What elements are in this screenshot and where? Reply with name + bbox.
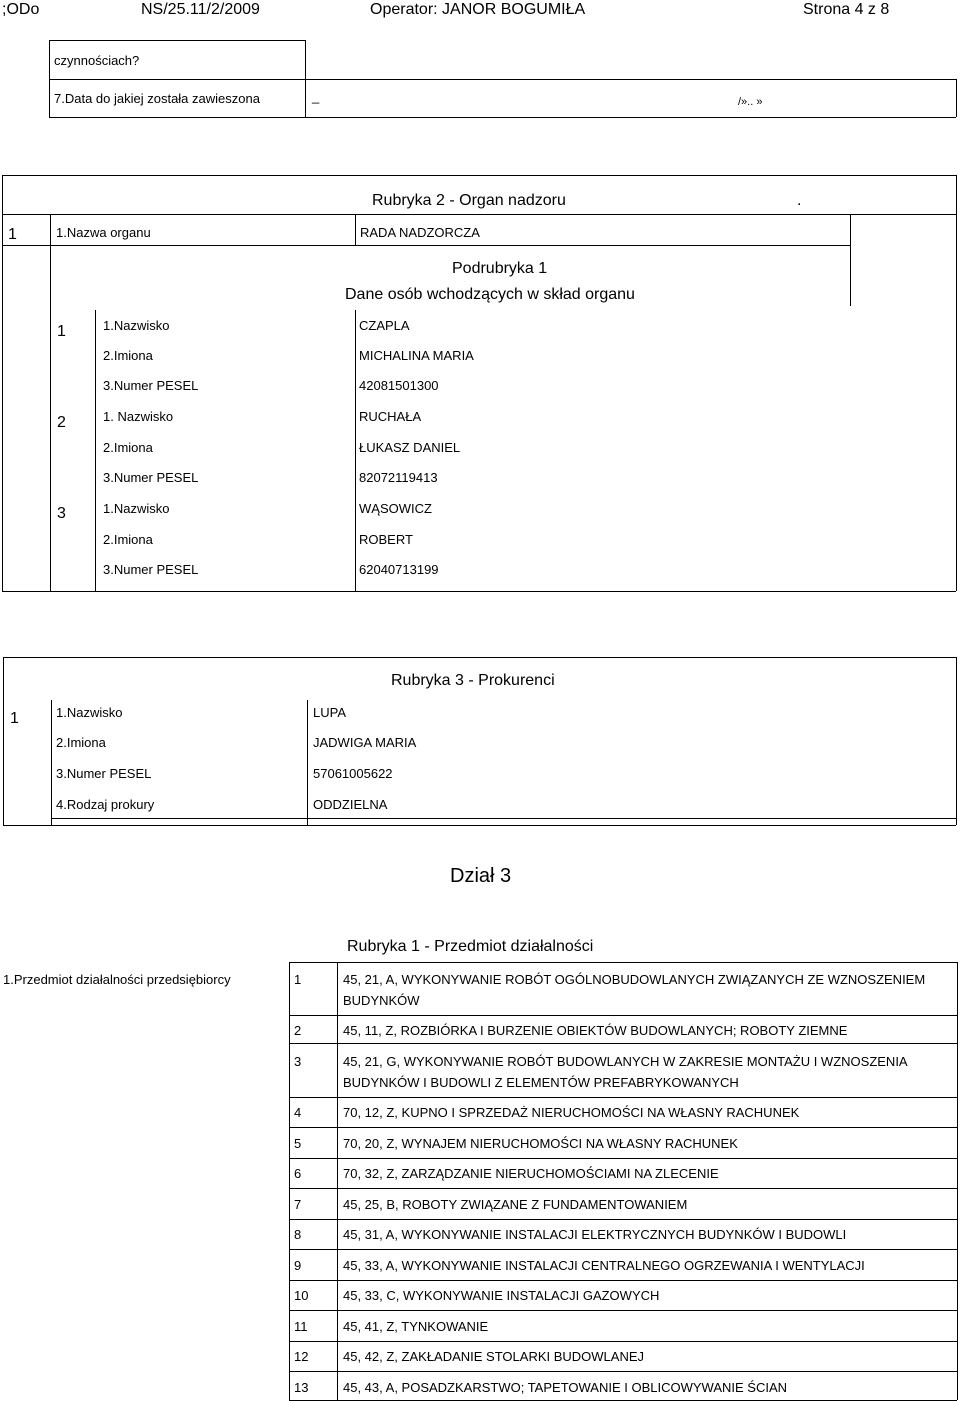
given-names-label: 2.Imiona bbox=[103, 440, 153, 455]
activity-text: 45, 33, A, WYKONYWANIE INSTALACJI CENTRALNEGO OGRZEWANIA I WENTYLACJI bbox=[343, 1258, 865, 1273]
proxy-given-names-value: JADWIGA MARIA bbox=[313, 735, 417, 750]
given-names-value: ROBERT bbox=[359, 532, 413, 547]
activity-number: 6 bbox=[294, 1166, 302, 1181]
surname-label: 1.Nazwisko bbox=[103, 318, 170, 333]
pesel-label: 3.Numer PESEL bbox=[103, 562, 199, 577]
subsection-subtitle: Dane osób wchodzących w skład organu bbox=[345, 286, 635, 303]
activity-text: 45, 11, Z, ROZBIÓRKA I BURZENIE OBIEKTÓW BUDOWLANYCH; ROBOTY ZIEMNE bbox=[343, 1023, 848, 1038]
activity-number: 9 bbox=[294, 1258, 302, 1273]
activity-text: 70, 12, Z, KUPNO I SPRZEDAŻ NIERUCHOMOŚCI NA WŁASNY RACHUNEK bbox=[343, 1105, 800, 1120]
pesel-value: 82072119413 bbox=[359, 470, 438, 485]
page-number: Strona 4 z 8 bbox=[803, 1, 890, 18]
person-number: 3 bbox=[57, 505, 66, 522]
given-names-value: MICHALINA MARIA bbox=[359, 348, 474, 363]
activity-text: 45, 43, A, POSADZKARSTWO; TAPETOWANIE I OBLICOWYWANIE ŚCIAN bbox=[343, 1380, 788, 1395]
proxy-surname-label: 1.Nazwisko bbox=[56, 705, 123, 720]
suspension-date-label: 7.Data do jakiej została zawieszona bbox=[54, 91, 260, 106]
activity-text: 70, 20, Z, WYNAJEM NIERUCHOMOŚCI NA WŁASNY RACHUNEK bbox=[343, 1136, 738, 1151]
surname-label: 1.Nazwisko bbox=[103, 501, 170, 516]
proxy-pesel-value: 57061005622 bbox=[313, 766, 393, 781]
activity-text-cont: BUDYNKÓW I BUDOWLI Z ELEMENTÓW PREFABRYKOWANYCH bbox=[343, 1075, 739, 1090]
given-names-label: 2.Imiona bbox=[103, 348, 153, 363]
proxy-given-names-label: 2.Imiona bbox=[56, 735, 106, 750]
activity-text: 45, 31, A, WYKONYWANIE INSTALACJI ELEKTRYCZNYCH BUDYNKÓW I BUDOWLI bbox=[343, 1227, 847, 1242]
proxy-type-value: ODDZIELNA bbox=[313, 797, 388, 812]
activity-number: 2 bbox=[294, 1023, 302, 1038]
person-number: 1 bbox=[57, 323, 66, 340]
activity-text: 70, 32, Z, ZARZĄDZANIE NIERUCHOMOŚCIAMI NA ZLECENIE bbox=[343, 1166, 719, 1181]
activity-number: 3 bbox=[294, 1054, 302, 1069]
subsection-title: Podrubryka 1 bbox=[452, 260, 548, 277]
person-number: 2 bbox=[57, 414, 66, 431]
suspension-date-dash: _ bbox=[312, 89, 320, 104]
section-title-dzial-3: Dział 3 bbox=[450, 865, 512, 887]
activity-number: 7 bbox=[294, 1197, 302, 1212]
proxy-surname-value: LUPA bbox=[313, 705, 346, 720]
activity-number: 13 bbox=[294, 1380, 309, 1395]
activity-text: 45, 21, A, WYKONYWANIE ROBÓT OGÓLNOBUDOWLANYCH ZWIĄZANYCH ZE WZNOSZENIEM bbox=[343, 972, 926, 987]
pesel-value: 42081501300 bbox=[359, 378, 439, 393]
operator: Operator: JANOR BOGUMIŁA bbox=[370, 1, 586, 18]
activity-number: 12 bbox=[294, 1349, 309, 1364]
proxy-pesel-label: 3.Numer PESEL bbox=[56, 766, 152, 781]
activity-number: 1 bbox=[294, 972, 302, 987]
surname-label: 1. Nazwisko bbox=[103, 409, 174, 424]
pesel-value: 62040713199 bbox=[359, 562, 439, 577]
activity-label: 1.Przedmiot działalności przedsiębiorcy bbox=[3, 972, 231, 987]
organ-name-label: 1.Nazwa organu bbox=[56, 225, 151, 240]
question-continuation: czynnościach? bbox=[54, 53, 140, 68]
activity-text: 45, 41, Z, TYNKOWANIE bbox=[343, 1319, 489, 1334]
surname-value: WĄSOWICZ bbox=[359, 501, 432, 516]
pesel-label: 3.Numer PESEL bbox=[103, 470, 199, 485]
title-dot: . bbox=[797, 192, 802, 209]
organ-name-value: RADA NADZORCZA bbox=[360, 225, 480, 240]
row-number: 1 bbox=[8, 226, 17, 243]
activity-text: 45, 42, Z, ZAKŁADANIE STOLARKI BUDOWLANEJ bbox=[343, 1349, 645, 1364]
pesel-label: 3.Numer PESEL bbox=[103, 378, 199, 393]
activity-number: 11 bbox=[294, 1319, 308, 1334]
case-number: NS/25.11/2/2009 bbox=[141, 1, 260, 18]
suspension-date-value: /».. » bbox=[738, 96, 763, 108]
rubryka-1-title: Rubryka 1 - Przedmiot działalności bbox=[347, 938, 594, 955]
activity-number: 4 bbox=[294, 1105, 302, 1120]
proxy-type-label: 4.Rodzaj prokury bbox=[56, 797, 155, 812]
row-number: 1 bbox=[10, 710, 19, 727]
header-left-mark: ;ODo bbox=[2, 1, 40, 18]
activity-number: 8 bbox=[294, 1227, 302, 1242]
activity-text-cont: BUDYNKÓW bbox=[343, 993, 420, 1008]
given-names-label: 2.Imiona bbox=[103, 532, 153, 547]
given-names-value: ŁUKASZ DANIEL bbox=[359, 440, 461, 455]
activity-number: 10 bbox=[294, 1288, 309, 1303]
activity-text: 45, 25, B, ROBOTY ZWIĄZANE Z FUNDAMENTOWANIEM bbox=[343, 1197, 688, 1212]
activity-text: 45, 21, G, WYKONYWANIE ROBÓT BUDOWLANYCH W ZAKRESIE MONTAŻU I WZNOSZENIA bbox=[343, 1054, 908, 1069]
activity-text: 45, 33, C, WYKONYWANIE INSTALACJI GAZOWYCH bbox=[343, 1288, 660, 1303]
rubryka-2-title: Rubryka 2 - Organ nadzoru bbox=[372, 192, 566, 209]
activity-number: 5 bbox=[294, 1136, 302, 1151]
surname-value: CZAPLA bbox=[359, 318, 410, 333]
surname-value: RUCHAŁA bbox=[359, 409, 422, 424]
rubryka-3-title: Rubryka 3 - Prokurenci bbox=[391, 672, 555, 689]
